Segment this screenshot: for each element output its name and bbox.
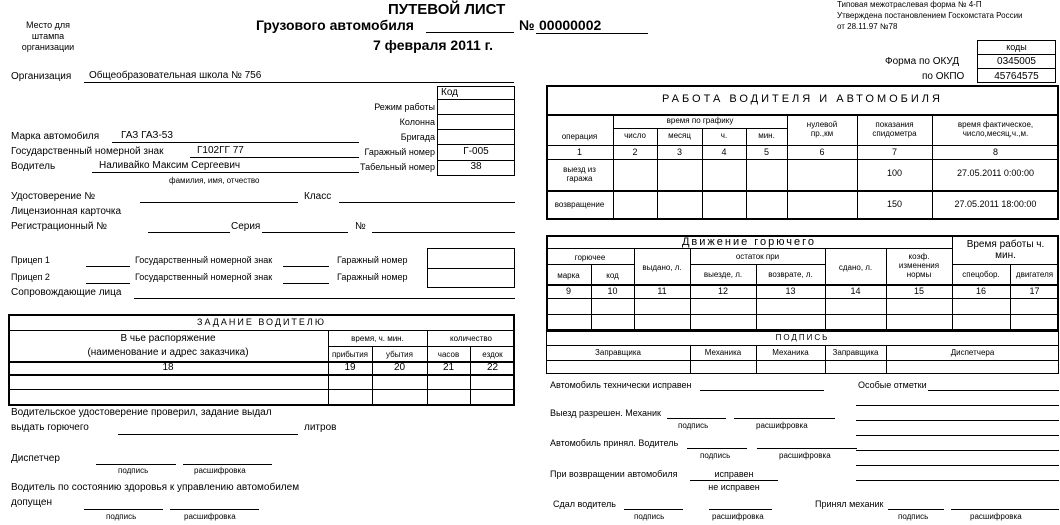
task-title: ЗАДАНИЕ ВОДИТЕЛЮ: [197, 317, 326, 327]
typical-form-line-3: от 28.11.97 №78: [837, 22, 898, 31]
liters-label: литров: [304, 422, 337, 433]
task-num-21: 21: [442, 362, 455, 373]
task-num-20: 20: [393, 362, 406, 373]
typical-form-line-2: Утверждена постановлением Госкомстата России: [837, 11, 1023, 20]
work-min: мин.: [758, 131, 775, 140]
fuel-num-17: 17: [1029, 286, 1040, 296]
task-num-18: 18: [162, 362, 174, 373]
health-label-2: допущен: [11, 497, 53, 508]
notes-line-1: [928, 390, 1059, 391]
fuel-num-14: 14: [850, 286, 861, 296]
trailer-box-rule: [427, 268, 515, 269]
number-label: №: [519, 17, 535, 33]
license-card-label: Лицензионная карточка: [11, 206, 122, 217]
vc-rule-3: [437, 129, 515, 130]
org-label: Организация: [11, 71, 72, 82]
mech-sign-line: [888, 509, 944, 510]
fuel-num-12: 12: [717, 286, 728, 296]
tab-value: 38: [470, 161, 482, 172]
health-decode-line: [170, 509, 259, 510]
work-zero-run: нулевой пр.,км: [806, 120, 838, 138]
driver-underline: [92, 172, 359, 173]
brand-value: ГАЗ ГАЗ-53: [121, 130, 173, 141]
escort-label: Сопровождающие лица: [11, 287, 122, 298]
dispatcher-decode-line: [183, 464, 272, 465]
work-num-7: 7: [891, 147, 897, 157]
column-label: Колонна: [399, 117, 435, 127]
accepted-sign-hint: подпись: [700, 451, 731, 460]
number-underline: [536, 33, 648, 34]
codes-header: коды: [1006, 42, 1027, 52]
stamp-line-1: Место для: [25, 20, 70, 30]
fuel-coef: коэф. изменения нормы: [898, 252, 940, 279]
task-qty-header: количество: [450, 334, 492, 343]
codes-rule-1: [977, 54, 1056, 55]
fuel-worktime: Время работы ч. мин.: [966, 239, 1045, 261]
on-return-label: При возвращении автомобиля: [550, 469, 678, 479]
work-operation: операция: [561, 132, 598, 141]
sign-dispatcher: Диспетчера: [950, 348, 995, 357]
mode-label: Режим работы: [374, 102, 435, 112]
fuel-fuel: горючее: [574, 253, 606, 262]
trailer1-underline: [86, 266, 130, 267]
okud-value: 0345005: [997, 56, 1036, 67]
trailer1-label: Прицеп 1: [11, 255, 50, 265]
work-rule-4: [546, 159, 1059, 160]
org-value: Общеобразовательная школа № 756: [89, 70, 262, 81]
accepted-sign-line: [687, 448, 747, 449]
work-rule-2: [613, 128, 787, 129]
fuel-rule-2: [546, 264, 634, 265]
exit-sign-line: [667, 418, 726, 419]
trailer1-plate-label: Государственный номерной знак: [135, 255, 273, 265]
plate-underline: [190, 157, 359, 158]
health-label-1: Водитель по состоянию здоровья к управлению автомобилем: [11, 482, 300, 493]
work-col-2: [657, 128, 658, 220]
reg-underline: [148, 232, 230, 233]
fuel-code: код: [606, 271, 619, 280]
dispatcher-sign-hint: подпись: [118, 466, 149, 475]
work-num-3: 3: [676, 147, 682, 157]
fuel-issue-underline: [118, 434, 298, 435]
work-row-return-odo: 150: [886, 199, 903, 209]
driver-label: Водитель: [11, 161, 56, 172]
vc-rule-4: [437, 144, 515, 145]
fuel-num-10: 10: [607, 286, 618, 296]
trailer1-garage-label: Гаражный номер: [337, 255, 408, 265]
handed-driver-label: Сдал водитель: [553, 499, 616, 509]
work-schedule: время по графику: [666, 116, 734, 125]
trailer2-underline: [86, 283, 130, 284]
work-day: число: [624, 131, 646, 140]
work-col-4: [746, 128, 747, 220]
okpo-label: по ОКПО: [922, 71, 965, 82]
fuel-title: Движение горючего: [681, 236, 817, 248]
work-num-8: 8: [992, 147, 998, 157]
work-title: РАБОТА ВОДИТЕЛЯ И АВТОМОБИЛЯ: [662, 93, 943, 105]
codes-rule-2: [977, 68, 1056, 69]
accepted-mech-label: Принял механик: [815, 499, 884, 509]
fuel-num-15: 15: [913, 286, 924, 296]
health-sign-hint: подпись: [106, 512, 137, 521]
fuel-issue-label: выдать горючего: [11, 422, 89, 433]
stamp-line-3: организации: [21, 42, 75, 52]
health-sign-line: [84, 509, 163, 510]
notes-line-2: [856, 405, 1059, 406]
task-time-header: время, ч. мин.: [351, 334, 404, 343]
brigade-label: Бригада: [400, 132, 435, 142]
notes-line-5: [856, 450, 1059, 451]
sign-mechanic-1: Механика: [704, 348, 742, 357]
fuel-rule-3: [690, 264, 825, 265]
work-row-exit-actual: 27.05.2011 0:00:00: [957, 168, 1034, 178]
work-col-3: [702, 128, 703, 220]
dispatcher-decode-hint: расшифровка: [194, 466, 246, 475]
typical-form-line-1: Типовая межотраслевая форма № 4-П: [837, 0, 982, 9]
page-subtitle: Грузового автомобиля: [256, 17, 414, 33]
notes-label: Особые отметки: [858, 380, 927, 390]
work-num-2: 2: [632, 147, 638, 157]
fuel-issued: выдано, л.: [642, 263, 682, 272]
reg-label: Регистрационный №: [11, 221, 107, 232]
sig-rule-1: [546, 345, 1059, 346]
work-odometer: показания спидометра: [872, 120, 917, 138]
task-rule-2: [328, 346, 515, 347]
task-col-customer-1: В чье распоряжение: [120, 333, 216, 344]
task-rule-5: [8, 389, 515, 390]
mech-decode-hint: расшифровка: [970, 512, 1022, 521]
work-num-1: 1: [576, 147, 582, 157]
task-rule-1: [8, 330, 515, 331]
fuel-rule-6: [546, 298, 1059, 299]
work-actual: время фактическое, число,месяц,ч.,м.: [957, 120, 1034, 138]
license-label: Удостоверение №: [11, 191, 96, 202]
handed-sign-line: [624, 509, 683, 510]
escort-underline: [134, 298, 515, 299]
stamp-place: [18, 20, 78, 53]
handed-decode-line: [709, 509, 772, 510]
notes-line-4: [856, 435, 1059, 436]
code-header: Код: [441, 87, 459, 98]
series-underline: [262, 232, 348, 233]
sig-rule-2: [546, 360, 1059, 361]
work-row-exit-op: выезд из гаража: [563, 165, 596, 183]
license-underline: [140, 202, 298, 203]
handed-decode-hint: расшифровка: [712, 512, 764, 521]
fuel-num-16: 16: [975, 286, 986, 296]
task-departure: убытия: [386, 350, 413, 359]
sign-mechanic-2: Механика: [772, 348, 809, 357]
trailer1-plate-underline: [283, 266, 329, 267]
tech-ok-label: Автомобиль технически исправен: [550, 380, 692, 390]
signs-title: ПОДПИСЬ: [775, 333, 830, 342]
tech-ok-line: [700, 390, 824, 391]
return-ok-line: [690, 480, 778, 481]
work-hour: ч.: [720, 131, 728, 140]
vc-rule-1: [437, 99, 515, 100]
fuel-num-9: 9: [565, 286, 571, 296]
work-row-exit-odo: 100: [886, 168, 903, 178]
trailer2-garage-label: Гаражный номер: [337, 272, 408, 282]
stamp-line-2: штампа: [31, 31, 65, 41]
brand-label: Марка автомобиля: [11, 131, 100, 142]
class-label: Класс: [304, 191, 332, 202]
work-row-return-actual: 27.05.2011 18:00:00: [954, 199, 1037, 209]
task-num-19: 19: [344, 362, 356, 373]
task-table: [8, 314, 515, 406]
trailer2-label: Прицеп 2: [11, 272, 50, 282]
task-trips: ездок: [482, 350, 503, 359]
checked-label: Водительское удостоверение проверил, задание выдал: [11, 407, 272, 418]
fuel-rule-4: [952, 264, 1059, 265]
work-num-6: 6: [819, 147, 825, 157]
plate-label: Государственный номерной знак: [11, 146, 164, 157]
class-underline: [339, 202, 515, 203]
fuel-special: спецобор.: [962, 270, 1000, 279]
notes-line-6: [856, 465, 1059, 466]
brand-underline: [112, 142, 359, 143]
vc-rule-2: [437, 114, 515, 115]
org-underline: [84, 82, 514, 83]
work-col-1: [613, 114, 614, 220]
plate-value: Г102ГГ 77: [197, 145, 244, 156]
notes-line-3: [856, 420, 1059, 421]
work-rule-3: [546, 145, 1059, 146]
sign-refueler-1: Заправщика: [595, 348, 641, 357]
work-num-4: 4: [721, 147, 727, 157]
garage-label: Гаражный номер: [364, 147, 435, 157]
page-title: ПУТЕВОЙ ЛИСТ: [388, 1, 506, 18]
mech-decode-line: [951, 509, 1059, 510]
task-num-22: 22: [486, 362, 499, 373]
task-rule-4: [8, 374, 515, 376]
fuel-brand: марка: [557, 271, 580, 280]
mech-sign-hint: подпись: [898, 512, 929, 521]
fio-hint: фамилия, имя, отчество: [169, 176, 260, 185]
trailer2-plate-label: Государственный номерной знак: [135, 272, 273, 282]
fuel-rule-7: [546, 314, 1059, 315]
fuel-num-13: 13: [785, 286, 796, 296]
return-ok: исправен: [714, 469, 754, 479]
exit-allowed-label: Выезд разрешен. Механик: [550, 408, 661, 418]
garage-value: Г-005: [463, 146, 489, 157]
okud-label: Форма по ОКУД: [885, 56, 960, 67]
accepted-decode-hint: расшифровка: [779, 451, 831, 460]
work-rule-5: [546, 190, 1059, 192]
fuel-num-11: 11: [657, 286, 667, 296]
return-not-ok: не исправен: [708, 482, 760, 492]
trailer2-plate-underline: [283, 283, 329, 284]
reg-num-underline: [372, 232, 515, 233]
accepted-label: Автомобиль принял. Водитель: [550, 438, 679, 448]
exit-decode-hint: расшифровка: [756, 421, 808, 430]
fuel-handed: сдано, л.: [838, 263, 873, 272]
waybill-number: 00000002: [539, 17, 602, 33]
work-month: месяц: [668, 131, 691, 140]
dispatcher-label: Диспетчер: [11, 453, 60, 464]
fuel-engine: двигателя: [1015, 270, 1054, 279]
okpo-value: 45764575: [994, 71, 1039, 82]
sign-refueler-2: Заправщика: [832, 348, 879, 357]
driver-value: Наливайко Максим Сергеевич: [99, 160, 241, 171]
reg-num-label: №: [355, 221, 366, 232]
task-hours: часов: [437, 350, 460, 359]
dispatcher-sign-line: [96, 464, 176, 465]
handed-sign-hint: подпись: [634, 512, 665, 521]
fuel-out: выезде, л.: [703, 270, 743, 279]
work-num-5: 5: [763, 147, 769, 157]
tab-label: Табельный номер: [360, 162, 435, 172]
fuel-ret: возврате, л.: [768, 270, 813, 279]
accepted-decode-line: [757, 448, 857, 449]
subtitle-underline: [426, 32, 514, 33]
health-decode-hint: расшифровка: [184, 512, 236, 521]
waybill-date: 7 февраля 2011 г.: [373, 37, 494, 53]
task-arrival: прибытия: [331, 350, 369, 359]
series-label: Серия: [231, 221, 261, 232]
exit-sign-hint: подпись: [678, 421, 709, 430]
fuel-remain: остаток при: [735, 252, 780, 261]
task-col-customer-2: (наименование и адрес заказчика): [87, 347, 249, 358]
work-row-return-op: возвращение: [554, 200, 605, 209]
exit-decode-line: [734, 418, 835, 419]
notes-line-7: [856, 480, 1059, 481]
